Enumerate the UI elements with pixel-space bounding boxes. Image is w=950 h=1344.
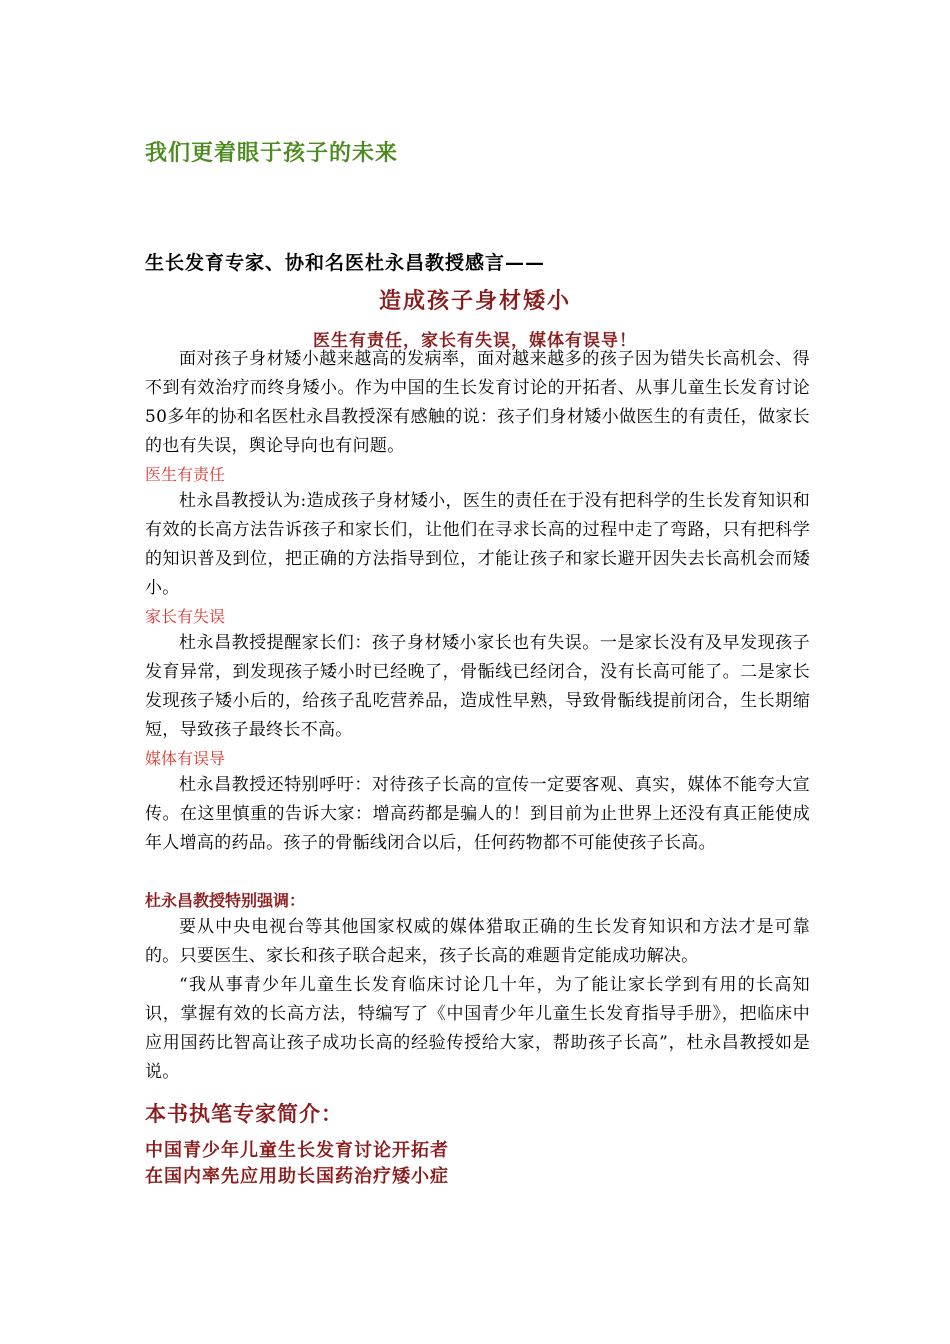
section-heading-doctors: 医生有责任 [145, 465, 226, 484]
section-heading-parents: 家长有失误 [145, 607, 226, 626]
section-body-media: 杜永昌教授还特别呼吁：对待孩子长高的宣传一定要客观、真实，媒体不能夸大宣传。在这里慎重的告诉大家：增高药都是骗人的！到目前为止世界上还没有真正能使成年人增高的药品。孩子的骨骺线闭合以后，任何药物都不可能使孩子长高。 [145, 775, 810, 853]
section-heading-media: 媒体有误导 [145, 749, 226, 768]
intro-paragraph: 面对孩子身材矮小越来越高的发病率，面对越来越多的孩子因为错失长高机会、得不到有效治疗而终身矮小。作为中国的生长发育讨论的开拓者、从事儿童生长发育讨论50多年的协和名医杜永昌教授深有感触的说：孩子们身材矮小做医生的有责任，做家长的也有失误，舆论导向也有问题。 [145, 349, 810, 456]
bio-heading: 本书执笔专家简介： [145, 1101, 343, 1126]
bio-line-1: 中国青少年儿童生长发育讨论开拓者 [145, 1140, 449, 1161]
section-body-doctors: 杜永昌教授认为:造成孩子身材矮小，医生的责任在于没有把科学的生长发育知识和有效的长高方法告诉孩子和家长们，让他们在寻求长高的过程中走了弯路，只有把科学的知识普及到位，把正确的方法指导到位，才能让孩子和家长避开因失去长高机会而矮小。 [145, 491, 810, 598]
expert-heading: 生长发育专家、协和名医杜永昌教授感言—— [145, 252, 546, 274]
emphasis-paragraph: 要从中央电视台等其他国家权威的媒体猎取正确的生长发育知识和方法才是可靠的。只要医生、家长和孩子联合起来，孩子长高的难题肯定能成功解决。 [145, 917, 810, 966]
article-subheadline: 医生有责任，家长有失误，媒体有误导！ [313, 331, 637, 351]
page-title: 我们更着眼于孩子的未来 [145, 140, 399, 166]
emphasis-heading: 杜永昌教授特别强调： [145, 891, 306, 910]
quote-paragraph: “我从事青少年儿童生长发育临床讨论几十年，为了能让家长学到有用的长高知识，掌握有效的长高方法，特编写了《中国青少年儿童生长发育指导手册》，把临床中应用国药比智高让孩子成功长高的经验传授给大家，帮助孩子长高”，杜永昌教授如是说。 [145, 975, 810, 1082]
article-headline: 造成孩子身材矮小 [378, 288, 571, 314]
bio-line-2: 在国内率先应用助长国药治疗矮小症 [145, 1166, 449, 1187]
section-body-parents: 杜永昌教授提醒家长们：孩子身材矮小家长也有失误。一是家长没有及早发现孩子发育异常，到发现孩子矮小时已经晚了，骨骺线已经闭合，没有长高可能了。二是家长发现孩子矮小后的，给孩子乱吃营养品，造成性早熟，导致骨骺线提前闭合，生长期缩短，导致孩子最终长不高。 [145, 633, 810, 740]
